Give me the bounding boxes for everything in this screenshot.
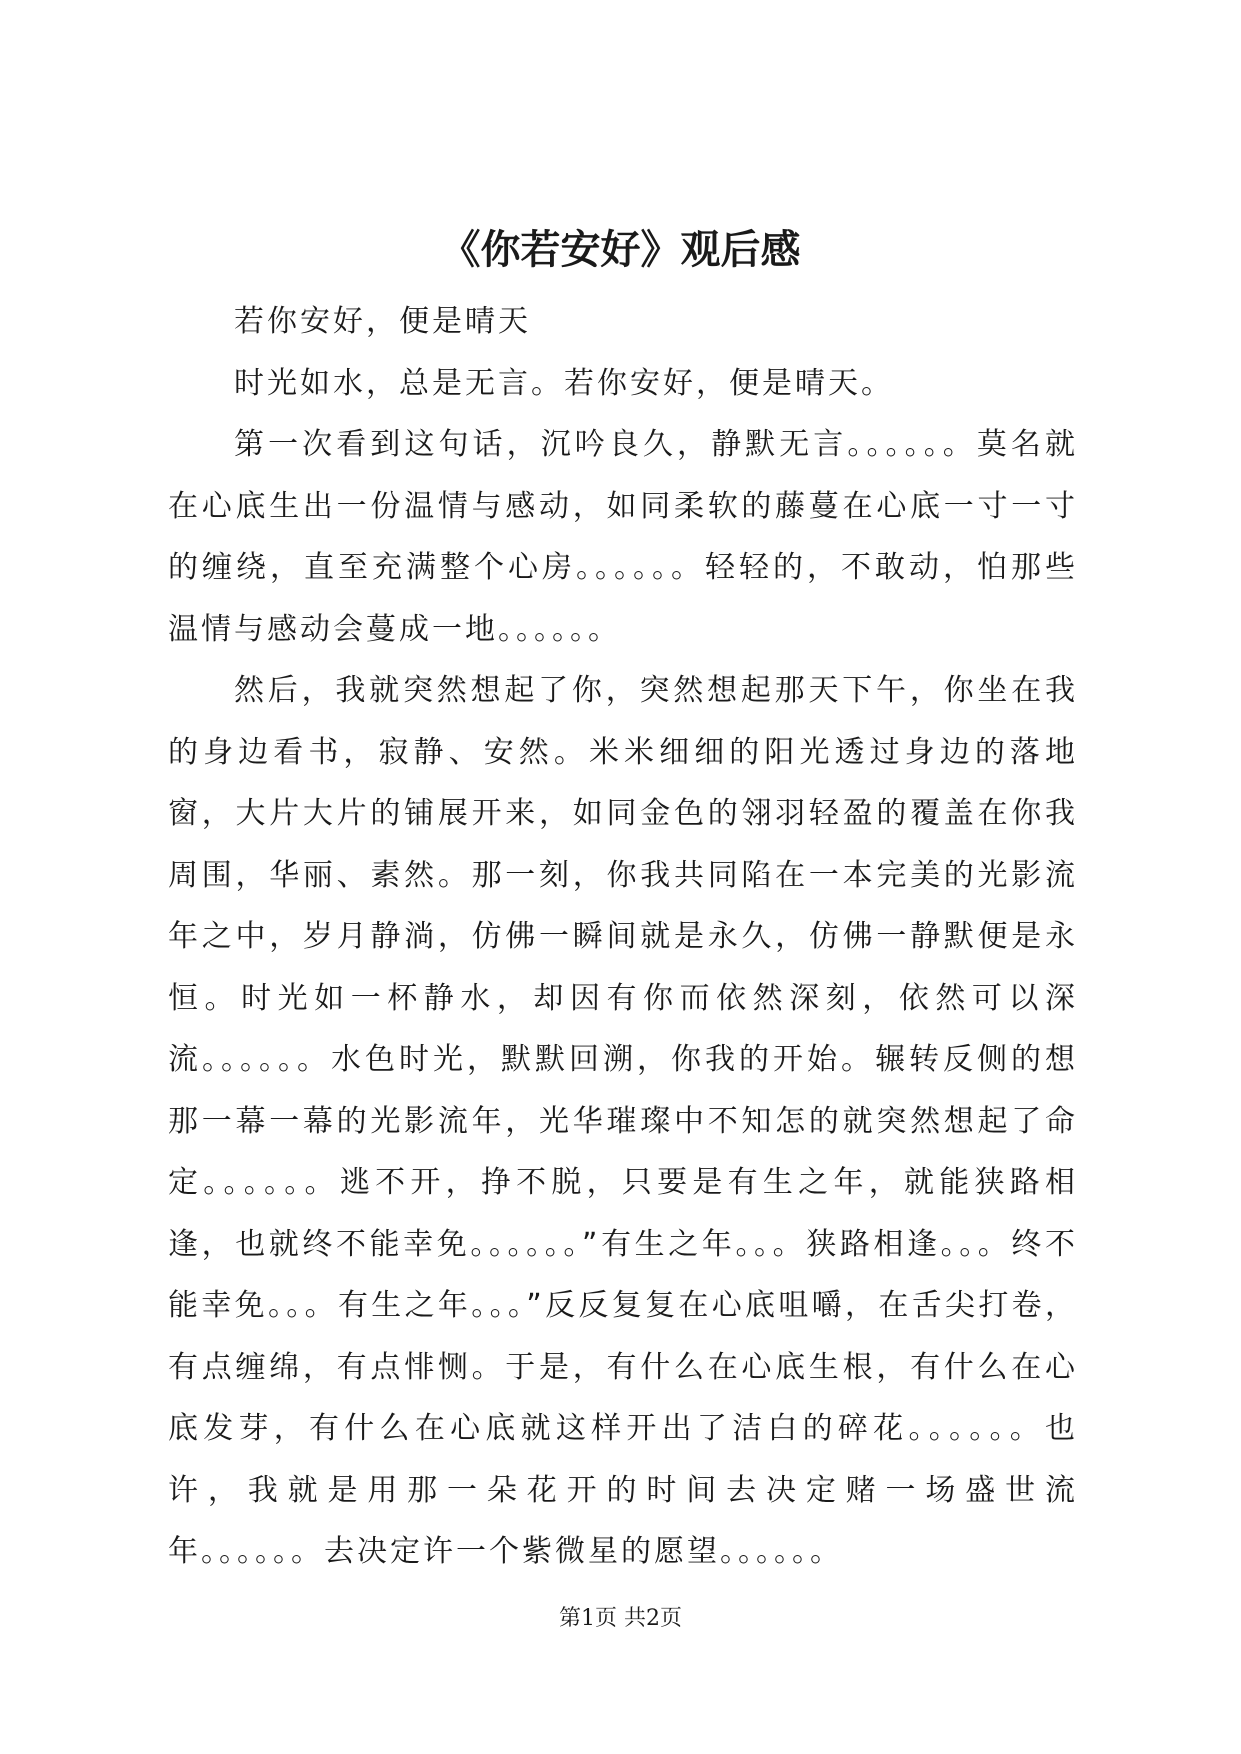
paragraph-subtitle: 若你安好，便是晴天 [234, 304, 531, 339]
document-title: 《你若安好》观后感 [440, 226, 801, 273]
paragraph-first-reading: 第一次看到这句话，沉吟良久，静默无言。。。。。。莫名就在心底生出一份温情与感动，如同柔软的藤蔓在心底一寸一寸的缠绕，直至充满整个心房。。。。。。轻轻的，不敢动，怕那些温情与感动会蔓成一地。。。。。。 [168, 427, 1078, 647]
paragraph-memory: 然后，我就突然想起了你，突然想起那天下午，你坐在我的身边看书，寂静、安然。米米细细的阳光透过身边的落地窗，大片大片的铺展开来，如同金色的翎羽轻盈的覆盖在你我周围，华丽、素然。那一刻，你我共同陷在一本完美的光影流年之中，岁月静淌，仿佛一瞬间就是永久，仿佛一静默便是永恒。时光如一杯静水，却因有你而依然深刻，依然可以深流。。。。。。水色时光，默默回溯，你我的开始。辗转反侧的想那一幕一幕的光影流年，光华璀璨中不知怎的就突然想起了命定。。。。。。逃不开，挣不脱，只要是有生之年，就能狭路相逢，也就终不能幸免。。。。。。”有生之年。。。狭路相逢。。。终不能幸免。。。有生之年。。。”反反复复在心底咀嚼，在舌尖打卷，有点缠绵，有点悱恻。于是，有什么在心底生根，有什么在心底发芽，有什么在心底就这样开出了洁白的碎花。。。。。。也许，我就是用那一朵花开的时间去决定赌一场盛世流年。。。。。。去决定许一个紫微星的愿望。。。。。。 [168, 673, 1078, 1569]
page-number-footer: 第1页 共2页 [559, 1606, 682, 1631]
document-body [168, 291, 1078, 1583]
paragraph-intro: 时光如水，总是无言。若你安好，便是晴天。 [234, 365, 894, 401]
